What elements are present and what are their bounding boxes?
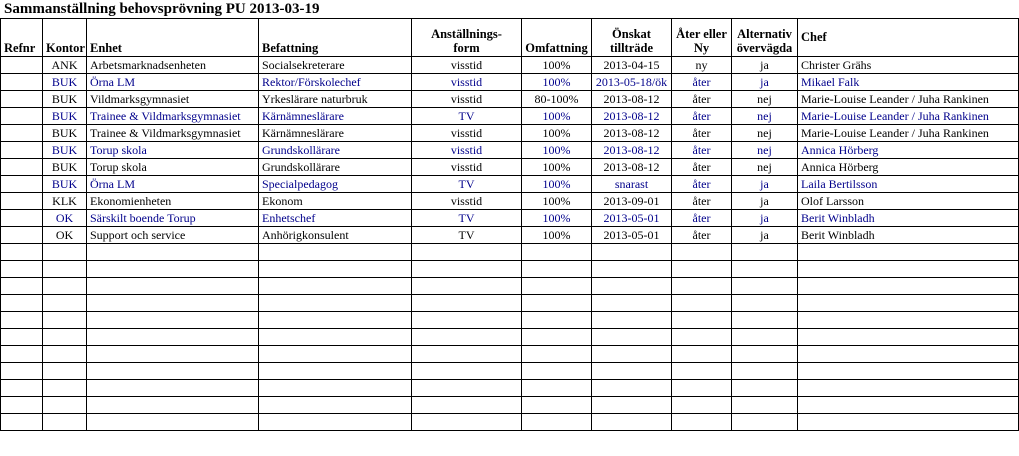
cell-anstallningsform	[412, 278, 522, 295]
cell-anstallningsform	[412, 363, 522, 380]
table-row	[1, 159, 1019, 176]
cell-enhet	[87, 261, 259, 278]
cell-refnr	[1, 193, 43, 210]
cell-tilltrade	[592, 414, 672, 431]
cell-alternativ: ja	[732, 227, 798, 244]
cell-chef: Christer Grähs	[798, 57, 1019, 74]
table-row	[1, 91, 1019, 108]
empty-table-row	[1, 278, 1019, 295]
cell-omfattning	[522, 346, 592, 363]
cell-ater-ny: åter	[672, 193, 732, 210]
cell-chef: Marie-Louise Leander / Juha Rankinen	[798, 125, 1019, 142]
cell-enhet: Support och service	[87, 227, 259, 244]
cell-omfattning: 100%	[522, 159, 592, 176]
cell-refnr	[1, 244, 43, 261]
cell-omfattning: 100%	[522, 108, 592, 125]
cell-chef	[798, 261, 1019, 278]
cell-omfattning	[522, 261, 592, 278]
table-row	[1, 57, 1019, 74]
cell-refnr	[1, 74, 43, 91]
cell-befattning	[259, 397, 412, 414]
cell-tilltrade	[592, 295, 672, 312]
empty-table-row	[1, 346, 1019, 363]
cell-alternativ: ja	[732, 57, 798, 74]
cell-omfattning	[522, 312, 592, 329]
cell-chef	[798, 414, 1019, 431]
empty-table-row	[1, 363, 1019, 380]
cell-enhet	[87, 312, 259, 329]
cell-ater-ny: åter	[672, 91, 732, 108]
cell-chef	[798, 244, 1019, 261]
cell-ater-ny: åter	[672, 159, 732, 176]
table-row	[1, 210, 1019, 227]
cell-chef	[798, 278, 1019, 295]
cell-tilltrade: 2013-08-12	[592, 159, 672, 176]
cell-omfattning: 100%	[522, 193, 592, 210]
cell-refnr	[1, 125, 43, 142]
cell-befattning: Anhörigkonsulent	[259, 227, 412, 244]
header-row	[1, 19, 1019, 57]
cell-refnr	[1, 312, 43, 329]
cell-ater-ny	[672, 244, 732, 261]
cell-tilltrade	[592, 363, 672, 380]
cell-ater-ny	[672, 295, 732, 312]
cell-tilltrade	[592, 244, 672, 261]
cell-chef	[798, 329, 1019, 346]
cell-anstallningsform	[412, 380, 522, 397]
cell-chef: Laila Bertilsson	[798, 176, 1019, 193]
header-alternativ-overvagda: Alternativ övervägda	[732, 19, 798, 57]
cell-tilltrade: 2013-05-18/ök	[592, 74, 672, 91]
cell-enhet	[87, 380, 259, 397]
cell-befattning: Specialpedagog	[259, 176, 412, 193]
cell-befattning: Kärnämneslärare	[259, 125, 412, 142]
cell-omfattning	[522, 414, 592, 431]
table-row	[1, 176, 1019, 193]
cell-kontor: BUK	[43, 74, 87, 91]
cell-enhet: Örna LM	[87, 74, 259, 91]
cell-befattning: Grundskollärare	[259, 142, 412, 159]
cell-befattning: Enhetschef	[259, 210, 412, 227]
cell-chef: Marie-Louise Leander / Juha Rankinen	[798, 108, 1019, 125]
cell-kontor	[43, 278, 87, 295]
cell-alternativ: nej	[732, 142, 798, 159]
cell-kontor: ANK	[43, 57, 87, 74]
cell-refnr	[1, 414, 43, 431]
cell-kontor: BUK	[43, 176, 87, 193]
cell-ater-ny	[672, 278, 732, 295]
cell-enhet: Trainee & Vildmarksgymnasiet	[87, 108, 259, 125]
cell-ater-ny	[672, 363, 732, 380]
header-ater-eller-ny: Åter eller Ny	[672, 19, 732, 57]
cell-befattning	[259, 346, 412, 363]
cell-befattning	[259, 380, 412, 397]
cell-kontor: OK	[43, 227, 87, 244]
cell-kontor: BUK	[43, 125, 87, 142]
cell-alternativ: ja	[732, 210, 798, 227]
cell-befattning: Socialsekreterare	[259, 57, 412, 74]
cell-refnr	[1, 57, 43, 74]
cell-ater-ny: åter	[672, 176, 732, 193]
cell-anstallningsform	[412, 261, 522, 278]
cell-alternativ: nej	[732, 108, 798, 125]
cell-anstallningsform: visstid	[412, 125, 522, 142]
cell-enhet: Torup skola	[87, 159, 259, 176]
cell-refnr	[1, 329, 43, 346]
cell-chef: Berit Winbladh	[798, 227, 1019, 244]
cell-alternativ: ja	[732, 74, 798, 91]
cell-ater-ny	[672, 346, 732, 363]
cell-kontor: KLK	[43, 193, 87, 210]
cell-alternativ: ja	[732, 193, 798, 210]
cell-tilltrade	[592, 278, 672, 295]
cell-ater-ny: åter	[672, 210, 732, 227]
page-title: Sammanställning behovsprövning PU 2013-03-19	[4, 1, 320, 17]
cell-ater-ny: åter	[672, 108, 732, 125]
cell-enhet	[87, 244, 259, 261]
cell-befattning: Ekonom	[259, 193, 412, 210]
cell-omfattning: 100%	[522, 125, 592, 142]
cell-chef: Annica Hörberg	[798, 142, 1019, 159]
cell-ater-ny	[672, 380, 732, 397]
cell-enhet: Örna LM	[87, 176, 259, 193]
cell-anstallningsform: visstid	[412, 57, 522, 74]
cell-tilltrade	[592, 346, 672, 363]
cell-ater-ny: åter	[672, 125, 732, 142]
cell-enhet: Vildmarksgymnasiet	[87, 91, 259, 108]
empty-table-row	[1, 244, 1019, 261]
cell-anstallningsform: TV	[412, 227, 522, 244]
cell-refnr	[1, 159, 43, 176]
cell-refnr	[1, 227, 43, 244]
cell-enhet: Arbetsmarknadsenheten	[87, 57, 259, 74]
table-row	[1, 125, 1019, 142]
table-row	[1, 193, 1019, 210]
cell-tilltrade: 2013-08-12	[592, 91, 672, 108]
cell-refnr	[1, 142, 43, 159]
cell-anstallningsform: TV	[412, 176, 522, 193]
cell-anstallningsform: TV	[412, 108, 522, 125]
cell-chef	[798, 380, 1019, 397]
cell-omfattning: 100%	[522, 74, 592, 91]
cell-kontor	[43, 261, 87, 278]
cell-kontor: OK	[43, 210, 87, 227]
cell-kontor	[43, 363, 87, 380]
cell-omfattning	[522, 329, 592, 346]
cell-chef: Olof Larsson	[798, 193, 1019, 210]
cell-omfattning	[522, 363, 592, 380]
cell-anstallningsform	[412, 295, 522, 312]
cell-ater-ny: åter	[672, 227, 732, 244]
cell-anstallningsform	[412, 397, 522, 414]
cell-refnr	[1, 91, 43, 108]
cell-tilltrade	[592, 261, 672, 278]
empty-table-row	[1, 380, 1019, 397]
cell-omfattning	[522, 295, 592, 312]
cell-alternativ	[732, 329, 798, 346]
cell-enhet: Torup skola	[87, 142, 259, 159]
cell-kontor	[43, 329, 87, 346]
cell-refnr	[1, 346, 43, 363]
cell-kontor	[43, 380, 87, 397]
cell-chef	[798, 312, 1019, 329]
table-body	[1, 57, 1019, 431]
cell-enhet	[87, 278, 259, 295]
cell-alternativ	[732, 414, 798, 431]
cell-refnr	[1, 295, 43, 312]
header-anstallningsform: Anställnings- form	[412, 19, 522, 57]
cell-befattning	[259, 278, 412, 295]
cell-anstallningsform: visstid	[412, 142, 522, 159]
cell-enhet	[87, 363, 259, 380]
cell-alternativ	[732, 363, 798, 380]
cell-befattning	[259, 363, 412, 380]
cell-alternativ	[732, 346, 798, 363]
cell-kontor	[43, 346, 87, 363]
cell-tilltrade	[592, 329, 672, 346]
cell-kontor	[43, 414, 87, 431]
cell-refnr	[1, 108, 43, 125]
table-row	[1, 108, 1019, 125]
table-row	[1, 227, 1019, 244]
cell-anstallningsform	[412, 329, 522, 346]
empty-table-row	[1, 312, 1019, 329]
cell-omfattning: 100%	[522, 176, 592, 193]
header-befattning: Befattning	[259, 19, 412, 57]
cell-enhet	[87, 295, 259, 312]
summary-table	[0, 18, 1019, 431]
cell-anstallningsform	[412, 312, 522, 329]
cell-anstallningsform	[412, 244, 522, 261]
cell-anstallningsform: TV	[412, 210, 522, 227]
cell-chef: Marie-Louise Leander / Juha Rankinen	[798, 91, 1019, 108]
cell-omfattning	[522, 397, 592, 414]
cell-ater-ny	[672, 329, 732, 346]
cell-kontor	[43, 295, 87, 312]
cell-ater-ny	[672, 261, 732, 278]
cell-omfattning	[522, 244, 592, 261]
cell-omfattning	[522, 380, 592, 397]
cell-befattning: Yrkeslärare naturbruk	[259, 91, 412, 108]
cell-tilltrade	[592, 380, 672, 397]
cell-tilltrade: 2013-05-01	[592, 227, 672, 244]
cell-ater-ny	[672, 397, 732, 414]
cell-kontor	[43, 397, 87, 414]
header-onskat-tilltrade: Önskat tillträde	[592, 19, 672, 57]
cell-anstallningsform	[412, 346, 522, 363]
cell-refnr	[1, 278, 43, 295]
cell-refnr	[1, 363, 43, 380]
cell-befattning	[259, 244, 412, 261]
cell-chef: Mikael Falk	[798, 74, 1019, 91]
cell-ater-ny: ny	[672, 57, 732, 74]
cell-kontor: BUK	[43, 142, 87, 159]
cell-enhet: Ekonomienheten	[87, 193, 259, 210]
cell-alternativ	[732, 278, 798, 295]
empty-table-row	[1, 261, 1019, 278]
header-chef: Chef	[798, 19, 1019, 57]
cell-alternativ	[732, 380, 798, 397]
cell-enhet	[87, 329, 259, 346]
empty-table-row	[1, 295, 1019, 312]
cell-refnr	[1, 380, 43, 397]
cell-alternativ: nej	[732, 91, 798, 108]
cell-tilltrade: 2013-08-12	[592, 125, 672, 142]
cell-chef: Annica Hörberg	[798, 159, 1019, 176]
header-kontor: Kontor	[43, 19, 87, 57]
cell-tilltrade: 2013-09-01	[592, 193, 672, 210]
cell-kontor: BUK	[43, 91, 87, 108]
cell-kontor	[43, 244, 87, 261]
cell-befattning	[259, 414, 412, 431]
cell-alternativ: ja	[732, 176, 798, 193]
header-omfattning: Omfattning	[522, 19, 592, 57]
cell-chef	[798, 363, 1019, 380]
cell-alternativ	[732, 261, 798, 278]
cell-tilltrade: 2013-08-12	[592, 108, 672, 125]
cell-ater-ny: åter	[672, 74, 732, 91]
cell-kontor	[43, 312, 87, 329]
cell-tilltrade: 2013-08-12	[592, 142, 672, 159]
cell-alternativ	[732, 397, 798, 414]
cell-enhet	[87, 414, 259, 431]
cell-enhet: Särskilt boende Torup	[87, 210, 259, 227]
cell-befattning: Rektor/Förskolechef	[259, 74, 412, 91]
cell-tilltrade	[592, 312, 672, 329]
cell-befattning: Grundskollärare	[259, 159, 412, 176]
cell-tilltrade: snarast	[592, 176, 672, 193]
cell-chef	[798, 295, 1019, 312]
cell-befattning	[259, 312, 412, 329]
cell-alternativ: nej	[732, 159, 798, 176]
cell-befattning	[259, 295, 412, 312]
cell-befattning: Kärnämneslärare	[259, 108, 412, 125]
table-row	[1, 142, 1019, 159]
cell-omfattning: 100%	[522, 57, 592, 74]
cell-omfattning	[522, 278, 592, 295]
cell-tilltrade: 2013-04-15	[592, 57, 672, 74]
cell-omfattning: 80-100%	[522, 91, 592, 108]
cell-alternativ: nej	[732, 125, 798, 142]
cell-refnr	[1, 397, 43, 414]
header-enhet: Enhet	[87, 19, 259, 57]
cell-kontor: BUK	[43, 159, 87, 176]
cell-ater-ny	[672, 312, 732, 329]
cell-anstallningsform: visstid	[412, 193, 522, 210]
cell-ater-ny	[672, 414, 732, 431]
table-row	[1, 74, 1019, 91]
cell-anstallningsform	[412, 414, 522, 431]
cell-alternativ	[732, 312, 798, 329]
cell-ater-ny: åter	[672, 142, 732, 159]
cell-enhet: Trainee & Vildmarksgymnasiet	[87, 125, 259, 142]
empty-table-row	[1, 329, 1019, 346]
cell-chef	[798, 346, 1019, 363]
cell-refnr	[1, 176, 43, 193]
header-refnr: Refnr	[1, 19, 43, 57]
cell-anstallningsform: visstid	[412, 74, 522, 91]
cell-refnr	[1, 210, 43, 227]
cell-tilltrade: 2013-05-01	[592, 210, 672, 227]
cell-omfattning: 100%	[522, 142, 592, 159]
cell-befattning	[259, 329, 412, 346]
cell-befattning	[259, 261, 412, 278]
cell-alternativ	[732, 295, 798, 312]
cell-kontor: BUK	[43, 108, 87, 125]
cell-omfattning: 100%	[522, 210, 592, 227]
cell-omfattning: 100%	[522, 227, 592, 244]
cell-enhet	[87, 397, 259, 414]
empty-table-row	[1, 414, 1019, 431]
empty-table-row	[1, 397, 1019, 414]
cell-alternativ	[732, 244, 798, 261]
cell-enhet	[87, 346, 259, 363]
cell-chef: Berit Winbladh	[798, 210, 1019, 227]
cell-chef	[798, 397, 1019, 414]
cell-anstallningsform: visstid	[412, 159, 522, 176]
cell-refnr	[1, 261, 43, 278]
cell-tilltrade	[592, 397, 672, 414]
cell-anstallningsform: visstid	[412, 91, 522, 108]
